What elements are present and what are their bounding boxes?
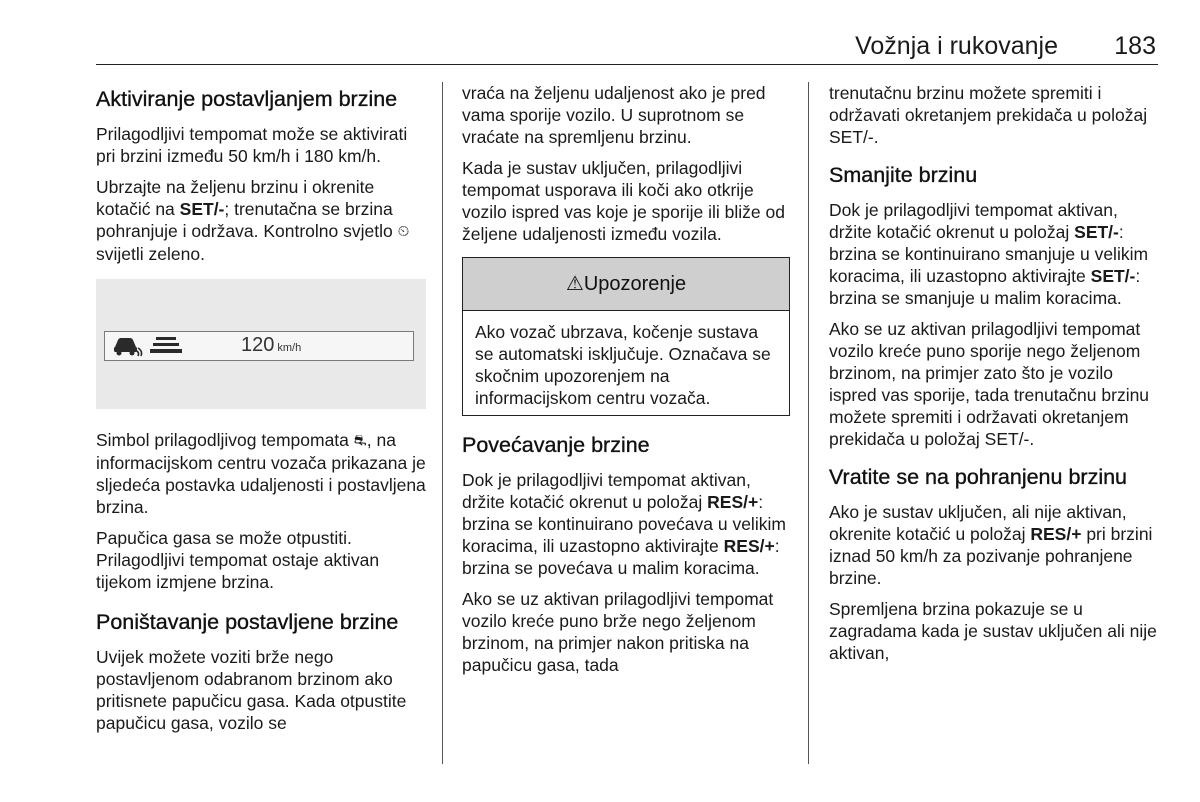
warning-title: Upozorenje: [583, 273, 687, 295]
paragraph: Prilagodljivi tempomat može se aktivirati pri brzini između 50 km/h i 180 km/h.: [96, 124, 408, 166]
heading-decrease: Smanjite brzinu: [829, 163, 978, 187]
warning-box: [462, 257, 790, 416]
paragraph: Uvijek možete voziti brže nego postavljenom odabranom brzinom ako pritisnete papučicu gasa. Kada otpustite papučicu gasa, vozilo se: [96, 647, 407, 733]
column-1: [96, 82, 426, 743]
set-speed-readout: 120 km/h: [241, 334, 302, 356]
paragraph: Ako je sustav uključen, ali nije aktivan, okrenite kotačić u položaj RES/+ pri brzini iznad 50 km/h za pozivanje pohranjene brzine.: [829, 502, 1153, 588]
driver-info-display-image: [96, 279, 426, 409]
adaptive-cruise-symbol-icon: ⛐: [353, 432, 367, 449]
paragraph: Spremljena brzina pokazuje se u zagradama kada je sustav uključen ali nije aktivan,: [829, 599, 1157, 663]
cruise-control-indicator-icon: ⏲: [397, 223, 410, 240]
warning-text: Ako vozač ubrzava, kočenje sustava se automatski isključuje. Označava se skočnim upozorenjem na informacijskom centru vozača.: [475, 322, 771, 408]
paragraph: Ako se uz aktivan prilagodljivi tempomat vozilo kreće puno sporije nego željenom brzinom, na primjer zato što je vozilo ispred vas sporije, tada trenutačnu brzinu možete spremiti i održavati okretanjem prekidača u položaj SET/-.: [829, 319, 1150, 449]
paragraph: Simbol prilagodljivog tempomata ⛐, na informacijskom centru vozača prikazana je sljedeća postavka udaljenosti i postavljena brzina.: [96, 430, 426, 517]
paragraph: Ako se uz aktivan prilagodljivi tempomat vozilo kreće puno brže nego željenom brzinom, na primjer nakon pritiska na papučicu gasa, tada: [462, 589, 774, 675]
heading-activate: Aktiviranje postavljanjem brzine: [96, 87, 398, 111]
adaptive-cruise-car-icon: [111, 335, 143, 357]
paragraph: Dok je prilagodljivi tempomat aktivan, držite kotačić okrenut u položaj RES/+: brzina se kontinuirano povećava u velikim koracima, ili uzastopno aktivirajte RES/+: brzina se povećava u malim koracima.: [462, 470, 786, 578]
paragraph: trenutačnu brzinu možete spremiti i održavati okretanjem prekidača u položaj SET/-.: [829, 83, 1148, 147]
paragraph: Kada je sustav uključen, prilagodljivi tempomat usporava ili koči ako otkrije vozilo ispred vas koje je sporije ili bliže od željene udaljenosti između vozila.: [462, 158, 785, 244]
heading-resume: Vratite se na pohranjenu brzinu: [829, 465, 1128, 489]
paragraph: vraća na željenu udaljenost ako je pred vama sporije vozilo. U suprotnom se vraćate na spremljenu brzinu.: [462, 83, 766, 147]
paragraph: Papučica gasa se može otpustiti. Prilagodljivi tempomat ostaje aktivan tijekom izmjene brzina.: [96, 528, 380, 592]
heading-cancel: Poništavanje postavljene brzine: [96, 610, 399, 634]
page-number: 183: [1114, 32, 1156, 60]
section-title: Vožnja i rukovanje: [855, 32, 1058, 60]
paragraph: Dok je prilagodljivi tempomat aktivan, držite kotačić okrenut u položaj SET/-: brzina se kontinuirano smanjuje u velikim koracima, ili uzastopno aktivirajte SET/-: brzina se smanjuje u malim koracima.: [829, 200, 1149, 308]
warning-header: [463, 258, 789, 311]
paragraph: Ubrzajte na željenu brzinu i okrenite kotačić na SET/-; trenutačna se brzina pohranjuje i održava. Kontrolno svjetlo ⏲ svijetli zeleno.: [96, 177, 410, 264]
column-2: [462, 82, 792, 685]
display-bar: [104, 331, 414, 361]
column-divider: [808, 82, 809, 764]
heading-increase: Povećavanje brzine: [462, 433, 650, 457]
following-distance-icon: [149, 336, 183, 356]
warning-body: [463, 311, 789, 415]
column-3: [829, 82, 1159, 673]
page-header: [96, 28, 1158, 65]
column-divider: [442, 82, 443, 764]
warning-triangle-icon: ⚠: [565, 273, 584, 295]
